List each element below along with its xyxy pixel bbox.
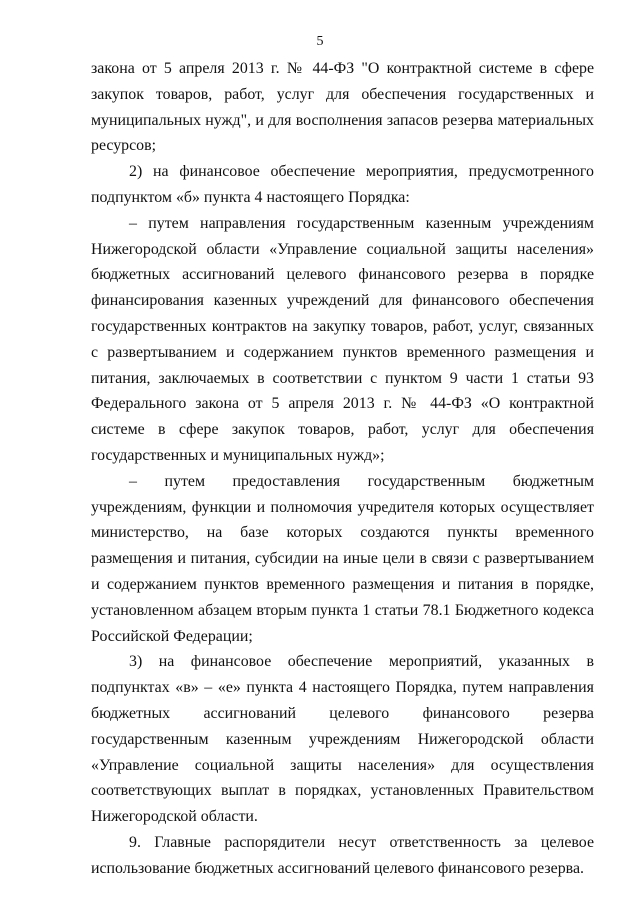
paragraph: – путем направления государственным казенным учреждениям Нижегородской области «Управление социальной защиты населения» бюджетных ассигнований целевого финансового резерва в порядке финансирования казенных учреждений для финансового обеспечения государственных контрактов на закупку товаров, работ, услуг, связанных с развертыванием и содержанием пунктов временного размещения и питания, заключаемых в соответствии с пунктом 9 части 1 статьи 93 Федерального закона от 5 апреля 2013 г. № 44-ФЗ «О контрактной системе в сфере закупок товаров, работ, услуг для обеспечения государственных и муниципальных нужд»;: [91, 214, 594, 464]
paragraph: закона от 5 апреля 2013 г. № 44-ФЗ "О контрактной системе в сфере закупок товаров, работ, услуг для обеспечения государственных и муниципальных нужд", и для восполнения запасов резерва материальных ресурсов;: [91, 60, 594, 155]
document-body: [91, 56, 594, 882]
paragraph: – путем предоставления государственным бюджетным учреждениям, функции и полномочия учредителя которых осуществляет министерство, на базе которых создаются пункты временного размещения и питания, субсидии на иные цели в связи с развертыванием и содержанием пунктов временного размещения и питания в порядке, установленном абзацем вторым пункта 1 статьи 78.1 Бюджетного кодекса Российской Федерации;: [91, 472, 594, 645]
paragraph: 9. Главные распорядители несут ответственность за целевое использование бюджетных ассигнований целевого финансового резерва.: [91, 833, 594, 877]
paragraph: 3) на финансовое обеспечение мероприятий, указанных в подпунктах «в» – «е» пункта 4 настоящего Порядка, путем направления бюджетных ассигнований целевого финансового резерва государственным казенным учреждениям Нижегородской области «Управление социальной защиты населения» для осуществления соответствующих выплат в порядках, установленных Правительством Нижегородской области.: [91, 653, 594, 826]
page-number: 5: [316, 34, 324, 49]
paragraph: 2) на финансовое обеспечение мероприятия, предусмотренного подпунктом «б» пункта 4 настоящего Порядка:: [91, 163, 594, 206]
